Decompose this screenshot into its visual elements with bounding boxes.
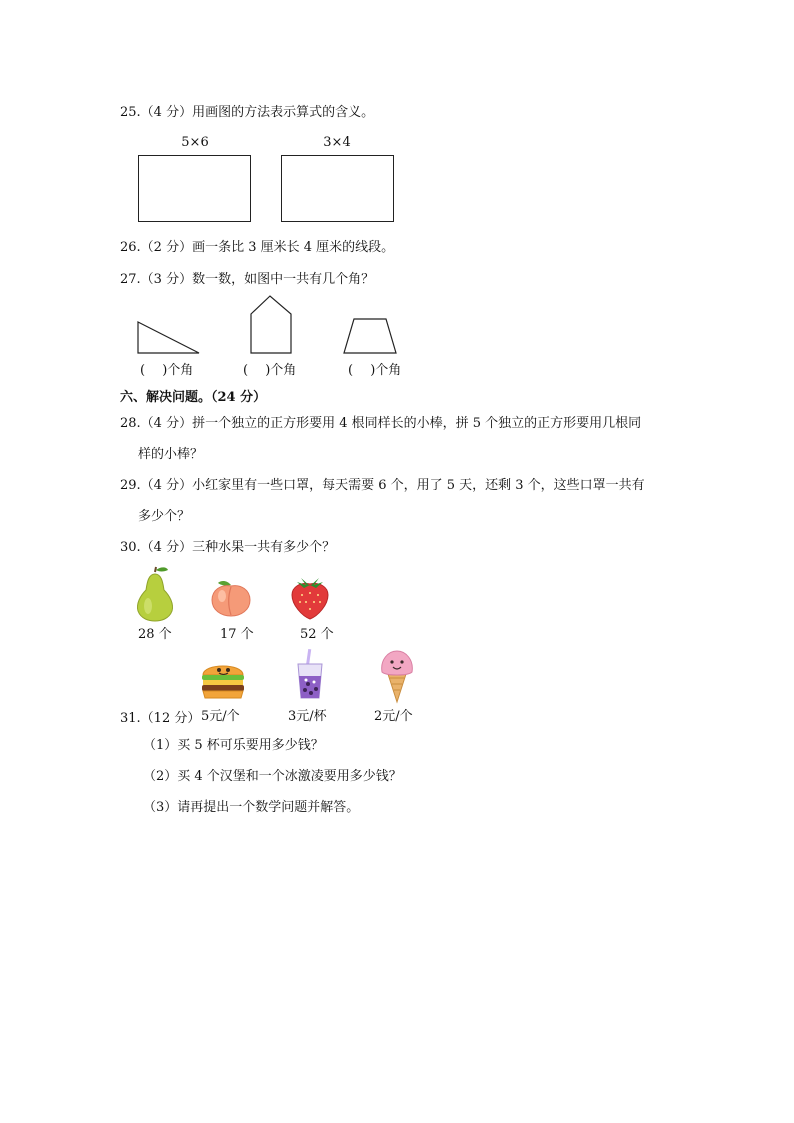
q25-expr-2: 3×4 bbox=[323, 135, 351, 150]
q31-sub-2: （2）买 4 个汉堡和一个冰激凌要用多少钱？ bbox=[143, 769, 402, 784]
right-triangle-shape bbox=[136, 318, 202, 356]
q30-text: 30.（4 分）三种水果一共有多少个？ bbox=[120, 540, 336, 555]
q27-answer-3[interactable]: ( )个角 bbox=[348, 363, 402, 378]
pentagon-shape bbox=[248, 294, 294, 356]
drawing-box-2[interactable] bbox=[281, 155, 394, 222]
peach-icon bbox=[209, 578, 253, 618]
section-6-title: 六、解决问题。（24 分） bbox=[120, 390, 267, 405]
peach-count: 17 个 bbox=[220, 627, 254, 642]
hamburger-icon bbox=[199, 657, 247, 701]
strawberry-icon bbox=[289, 574, 331, 620]
pear-count: 28 个 bbox=[138, 627, 172, 642]
q27-answer-2[interactable]: ( )个角 bbox=[243, 363, 297, 378]
q25-text: 25.（4 分）用画图的方法表示算式的含义。 bbox=[120, 105, 375, 120]
bubble-tea-price: 3元/杯 bbox=[288, 709, 327, 724]
q31-sub-1: （1）买 5 杯可乐要用多少钱？ bbox=[143, 738, 324, 753]
drawing-box-1[interactable] bbox=[138, 155, 251, 222]
trapezoid-shape bbox=[341, 316, 399, 356]
q27-text: 27.（3 分）数一数，如图中一共有几个角？ bbox=[120, 272, 375, 287]
bubble-tea-icon bbox=[293, 648, 327, 702]
q26-text: 26.（2 分）画一条比 3 厘米长 4 厘米的线段。 bbox=[120, 240, 395, 255]
ice-cream-price: 2元/个 bbox=[374, 709, 413, 724]
pear-icon bbox=[134, 566, 176, 622]
hamburger-price: 5元/个 bbox=[201, 709, 240, 724]
q25-expr-1: 5×6 bbox=[181, 135, 209, 150]
q31-number: 31.（12 分） bbox=[120, 711, 201, 726]
q27-answer-1[interactable]: ( )个角 bbox=[140, 363, 194, 378]
q29-line-2: 多少个？ bbox=[138, 509, 191, 524]
q31-sub-3: （3）请再提出一个数学问题并解答。 bbox=[143, 800, 360, 815]
strawberry-count: 52 个 bbox=[300, 627, 334, 642]
q29-line-1: 29.（4 分）小红家里有一些口罩，每天需要 6 个，用了 5 天，还剩 3 个，这些口罩一共有 bbox=[120, 478, 645, 493]
q28-line-1: 28.（4 分）拼一个独立的正方形要用 4 根同样长的小棒，拼 5 个独立的正方形要用几根同 bbox=[120, 416, 642, 431]
ice-cream-icon bbox=[378, 648, 416, 704]
q28-line-2: 样的小棒？ bbox=[138, 447, 204, 462]
